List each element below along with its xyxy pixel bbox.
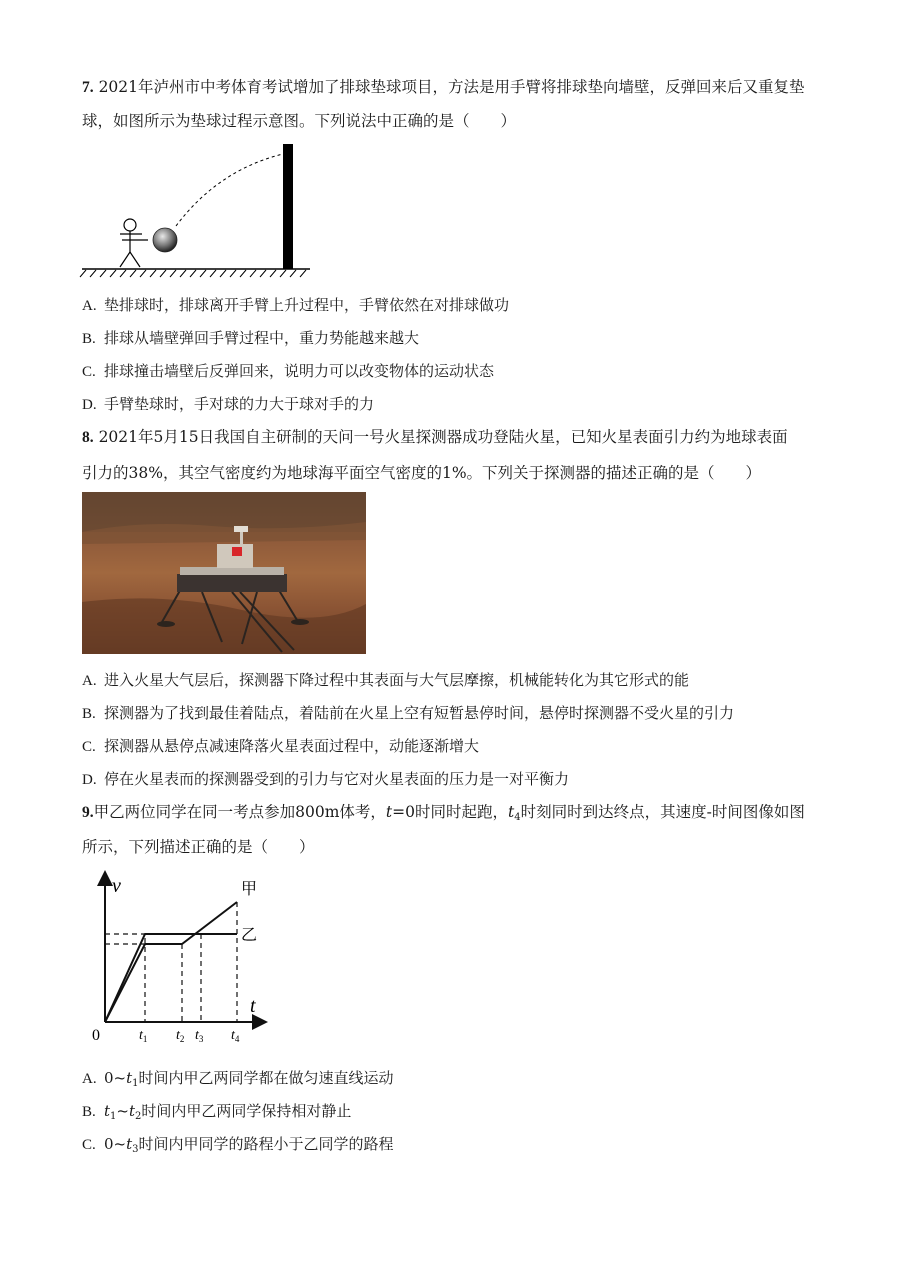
tick-t1: $t_1$ <box>139 1028 148 1044</box>
tick-t2: $t_2$ <box>176 1028 185 1044</box>
q9-option-b[interactable]: B. $t_1\sim t_2$时间内甲乙两同学保持相对静止 <box>82 1102 352 1122</box>
person-figure <box>120 219 148 267</box>
t-label: t <box>250 995 256 1017</box>
q9-stem-2: 所示，下列描述正确的是（ ） <box>82 838 315 856</box>
rover-camera <box>234 526 248 532</box>
q7-stem-1: 2021年泸州市中考体育考试增加了排球垫球项目，方法是用手臂将排球垫向墙壁，反弹回来后又重复垫 <box>98 78 805 96</box>
lander-body <box>177 574 287 592</box>
series-jia <box>105 902 237 1022</box>
q7-stem-2: 球，如图所示为垫球过程示意图。下列说法中正确的是（ ） <box>82 112 517 130</box>
tick-t4: $t_4$ <box>231 1028 240 1044</box>
q8-line1 <box>82 426 788 449</box>
q7-line1 <box>82 76 805 99</box>
q8-option-b[interactable]: B. 探测器为了找到最佳着陆点，着陆前在火星上空有短暂悬停时间，悬停时探测器不受火星的引力 <box>82 704 735 722</box>
q8-stem-1: 2021年5月15日我国自主研制的天问一号火星探测器成功登陆火星，已知火星表面引力约为地球表面 <box>98 428 788 446</box>
q8-stem-2: 引力的38%，其空气密度约为地球海平面空气密度的1%。下列关于探测器的描述正确的是（ ） <box>82 464 762 482</box>
origin-label: 0 <box>92 1027 100 1044</box>
vt-graph <box>86 866 276 1048</box>
q8-option-d[interactable]: D. 停在火星表而的探测器受到的引力与它对火星表面的压力是一对平衡力 <box>82 770 570 788</box>
q7-option-c[interactable]: C. 排球撞击墙壁后反弹回来，说明力可以改变物体的运动状态 <box>82 362 495 380</box>
q9-number: 9. <box>82 804 94 821</box>
q9-option-c[interactable]: C. $0\sim t_3$时间内甲同学的路程小于乙同学的路程 <box>82 1135 394 1155</box>
q8-option-c[interactable]: C. 探测器从悬停点减速降落火星表面过程中，动能逐渐增大 <box>82 737 480 755</box>
q9-option-a[interactable]: A. $0\sim t_1$时间内甲乙两同学都在做匀速直线运动 <box>82 1069 394 1089</box>
series-yi <box>105 934 237 1022</box>
ball <box>153 228 177 252</box>
q8-option-a[interactable]: A. 进入火星大气层后，探测器下降过程中其表面与大气层摩擦，机械能转化为其它形式的能 <box>82 671 690 689</box>
q9-line1: 9.甲乙两位同学在同一考点参加800m体考，t=0时同时起跑，$t_4$时刻同时到达终点，其速度-时间图像如图 <box>82 803 805 823</box>
yi-label: 乙 <box>241 925 258 944</box>
lander-deck <box>180 567 284 575</box>
q8-number: 8. <box>82 429 94 446</box>
ball-trajectory <box>176 154 283 226</box>
mars-rover-photo <box>82 492 366 654</box>
ground-hatching <box>80 270 306 277</box>
q7-option-a[interactable]: A. 垫排球时，排球离开手臂上升过程中，手臂依然在对排球做功 <box>82 296 510 314</box>
rover-mast <box>240 530 243 546</box>
q7-figure <box>78 140 318 280</box>
jia-label: 甲 <box>241 879 258 898</box>
q7-number: 7. <box>82 79 94 96</box>
wall <box>283 144 293 269</box>
v-label: v <box>112 875 121 897</box>
mars-scene <box>82 492 366 654</box>
rover-flag <box>232 547 242 556</box>
q7-option-d[interactable]: D. 手臂垫球时，手对球的力大于球对手的力 <box>82 395 375 413</box>
tick-t3: $t_3$ <box>195 1028 204 1044</box>
q7-option-b[interactable]: B. 排球从墙壁弹回手臂过程中，重力势能越来越大 <box>82 329 420 347</box>
